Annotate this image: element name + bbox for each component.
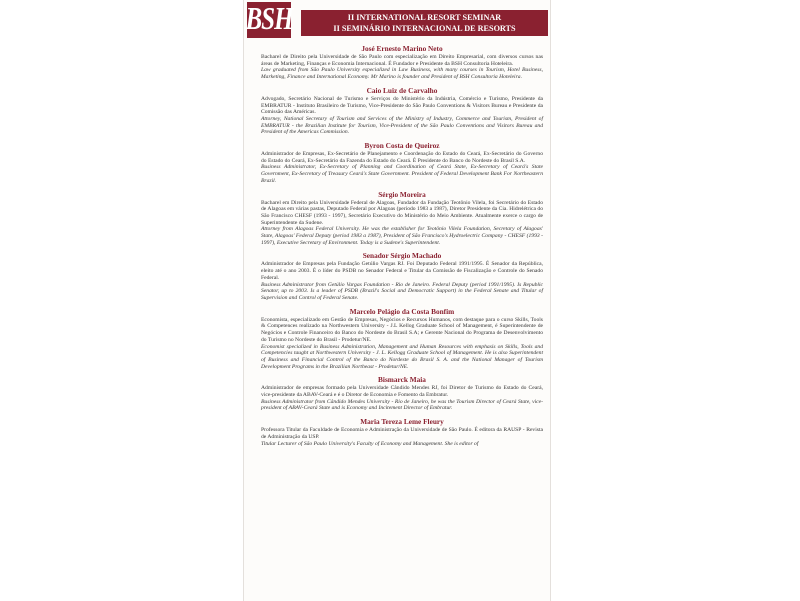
speaker-entry	[261, 375, 543, 412]
speaker-bio-english: Business Administrator from Getúlio Vargas Foundation - Rio de Janeiro. Federal Deputy (period 1991/1995). Is Republic Senator, up to 2003. Is a leader of PSDB (Brazil's Social and Democratic Support) in the Federal Senate and Titular of Supervision and Control of Federal Senate.	[261, 281, 543, 301]
speaker-bio-english: Business Administrator, Ex-Secretary of Planning and Coordination of Ceará State, Ex-Secretary of Ceará's State Government, Ex-Secretary of Treasury Ceará's State Government. President of Federal Development Bank For Northeastern Brazil.	[261, 164, 543, 184]
title-line-portuguese: II SEMINÁRIO INTERNACIONAL DE RESORTS	[333, 24, 516, 33]
logo-text: BSH	[245, 2, 293, 37]
speaker-entry	[261, 44, 543, 81]
speaker-bio-english: Attorney, National Secretary of Tourism and Services of the Ministry of Industry, Commerce and Tourism, President of EMBRATUR - the Brazilian Institute for Tourism, Vice-President of the São Paulo Conventions and Visitors Bureau and President of the Americas Commission.	[261, 115, 543, 136]
brochure-page	[243, 0, 551, 601]
speaker-bio-portuguese: Bacharel de Direito pela Universidade de São Paulo com especialização em Direito Empresarial, com diversos cursos nas áreas de Marketing, Finanças e Economia Internacional. É Fundador e Presidente da BSH Consultoria Hoteleira.	[261, 54, 543, 67]
speaker-bio-english: Attorney from Alagoas Federal University. He was the establisher for Teotônio Vilela Foundation, Secretary of Alagoas' State, Alagoas' Federal Deputy (period 1983 a 1987), President of São Francisco's Hydroelectric Company - CHESF (1993 - 1997), Executive Secretary of Environment. Today is a Sudene's Superintendent.	[261, 226, 543, 246]
speaker-name: Bismarck Maia	[378, 375, 426, 385]
speaker-name: Marcelo Pelágio da Costa Bonfim	[349, 306, 455, 316]
speaker-entry	[261, 190, 543, 247]
speaker-name: Maria Tereza Leme Fleury	[360, 417, 444, 427]
bsh-logo	[247, 2, 291, 38]
speaker-bio-portuguese: Administrador de Empresas pela Fundação Getúlio Vargas RJ. Foi Deputado Federal 1991/1995. É Senador da República, eleito até o ano 2003. É o líder do PSDB no Senador Federal e Titular da Comissão de Fiscalização e Controle do Senado Federal.	[261, 261, 543, 281]
speaker-bio-english: Titular Lecturer of São Paulo University's Faculty of Economy and Management. She is editor of	[261, 440, 479, 447]
speaker-entry	[261, 417, 543, 447]
speaker-bio-portuguese: Advogado, Secretário Nacional de Turismo e Serviços do Ministério da Indústria, Comércio e Turismo, Presidente da EMBRATUR - Instituto Brasileiro de Turismo, Vice-Presidente do São Paulo Conventions & Visitors Bureau e Presidente da Comissão das Américas.	[261, 95, 543, 116]
title-line-english: II INTERNATIONAL RESORT SEMINAR	[347, 13, 502, 22]
speaker-entry	[261, 141, 543, 185]
speaker-bio-portuguese: Professora Titular da Faculdade de Economia e Administração da Universidade de São Paulo. É editora da RAUSP - Revista de Administração da USP.	[261, 427, 543, 440]
speaker-entry	[261, 86, 543, 136]
speaker-entry	[261, 251, 543, 301]
speaker-bio-english: Business Administrator from Cândido Mendes University - Rio de Janeiro, he was the Tourism Director of Ceará State, vice-president of ABAV-Ceará State and is Economy and Incitement Director of Embratur.	[261, 398, 543, 412]
speaker-name: José Ernesto Marino Neto	[361, 44, 443, 53]
speaker-bio-portuguese: Administrador de empresas formado pela Universidade Cândido Mendes RJ, foi Diretor de Turismo do Estado do Ceará, vice-presidente da ABAV-Ceará e é o Diretor de Economia e Fomento da Embratur.	[261, 385, 543, 399]
speaker-bio-english: Economist specialized in Business Administration, Management and Human Resources with emphasis on Skills, Tools and Competencies taught at Northwestern University - J. L. Kellogg Graduate School of Management. He is also Superintendent of Business and Financial Control of the Banco do Nordeste do Brasil S. A. and the National Manager of Tourism Development Programs in the Brazilian Northeast - Prodetur/NE.	[261, 343, 543, 370]
speaker-name: Caio Luiz de Carvalho	[366, 85, 438, 95]
speaker-name: Byron Costa de Queiroz	[364, 141, 440, 151]
seminar-title-banner	[301, 10, 548, 36]
speaker-name: Sérgio Moreira	[378, 189, 426, 199]
speaker-bio-english: Law graduated from São Paulo University especialized in Law Business, with many courses in Tourism, Hotel Business, Marketing, Finance and International Economy. Mr Marino is founder and President of BSH Consultoria Hoteleira.	[261, 67, 543, 81]
speaker-bio-portuguese: Administrador de Empresas, Ex-Secretário de Planejamento e Coordenação do Estado do Ceará, Ex-Secretário do Governo do Estado do Ceará, Ex-Secretário da Fazenda do Estado do Ceará. É Presidente do Banco do Nordeste do Brasil S.A.	[261, 151, 543, 164]
speaker-list	[261, 44, 543, 452]
speaker-entry	[261, 307, 543, 371]
speaker-bio-portuguese: Bacharel em Direito pela Universidade Federal de Alagoas, Fundador da Fundação Teotônio Vilela, foi Secretário do Estado de Alagoas em várias pastas, Deputado Federal por Alagoas (período 1983 a 1987), Diretor Presidente da Cia. Hidrelétrica do São Francisco CHESF (1993 - 1997), Secretário Executivo do Ministério do Meio Ambiente. Atualmente exerce o cargo de Superintendente da Sudene.	[261, 199, 543, 226]
speaker-name: Senador Sérgio Machado	[362, 251, 442, 261]
speaker-bio-portuguese: Economista, especializado em Gestão de Empresas, Negócios e Recursos Humanos, com destaque para o curso Skills, Tools & Competences realizado na Northwestern University - J.L Kellog Graduate School of Management, é Superintendente de Negócios e Controle Financeiro do Banco do Nordeste do Brasil S.A; e Gerente Nacional do Programa de Desenvolvimento do Turismo no Nordeste do Brasil - Prodetur/NE.	[261, 316, 543, 343]
